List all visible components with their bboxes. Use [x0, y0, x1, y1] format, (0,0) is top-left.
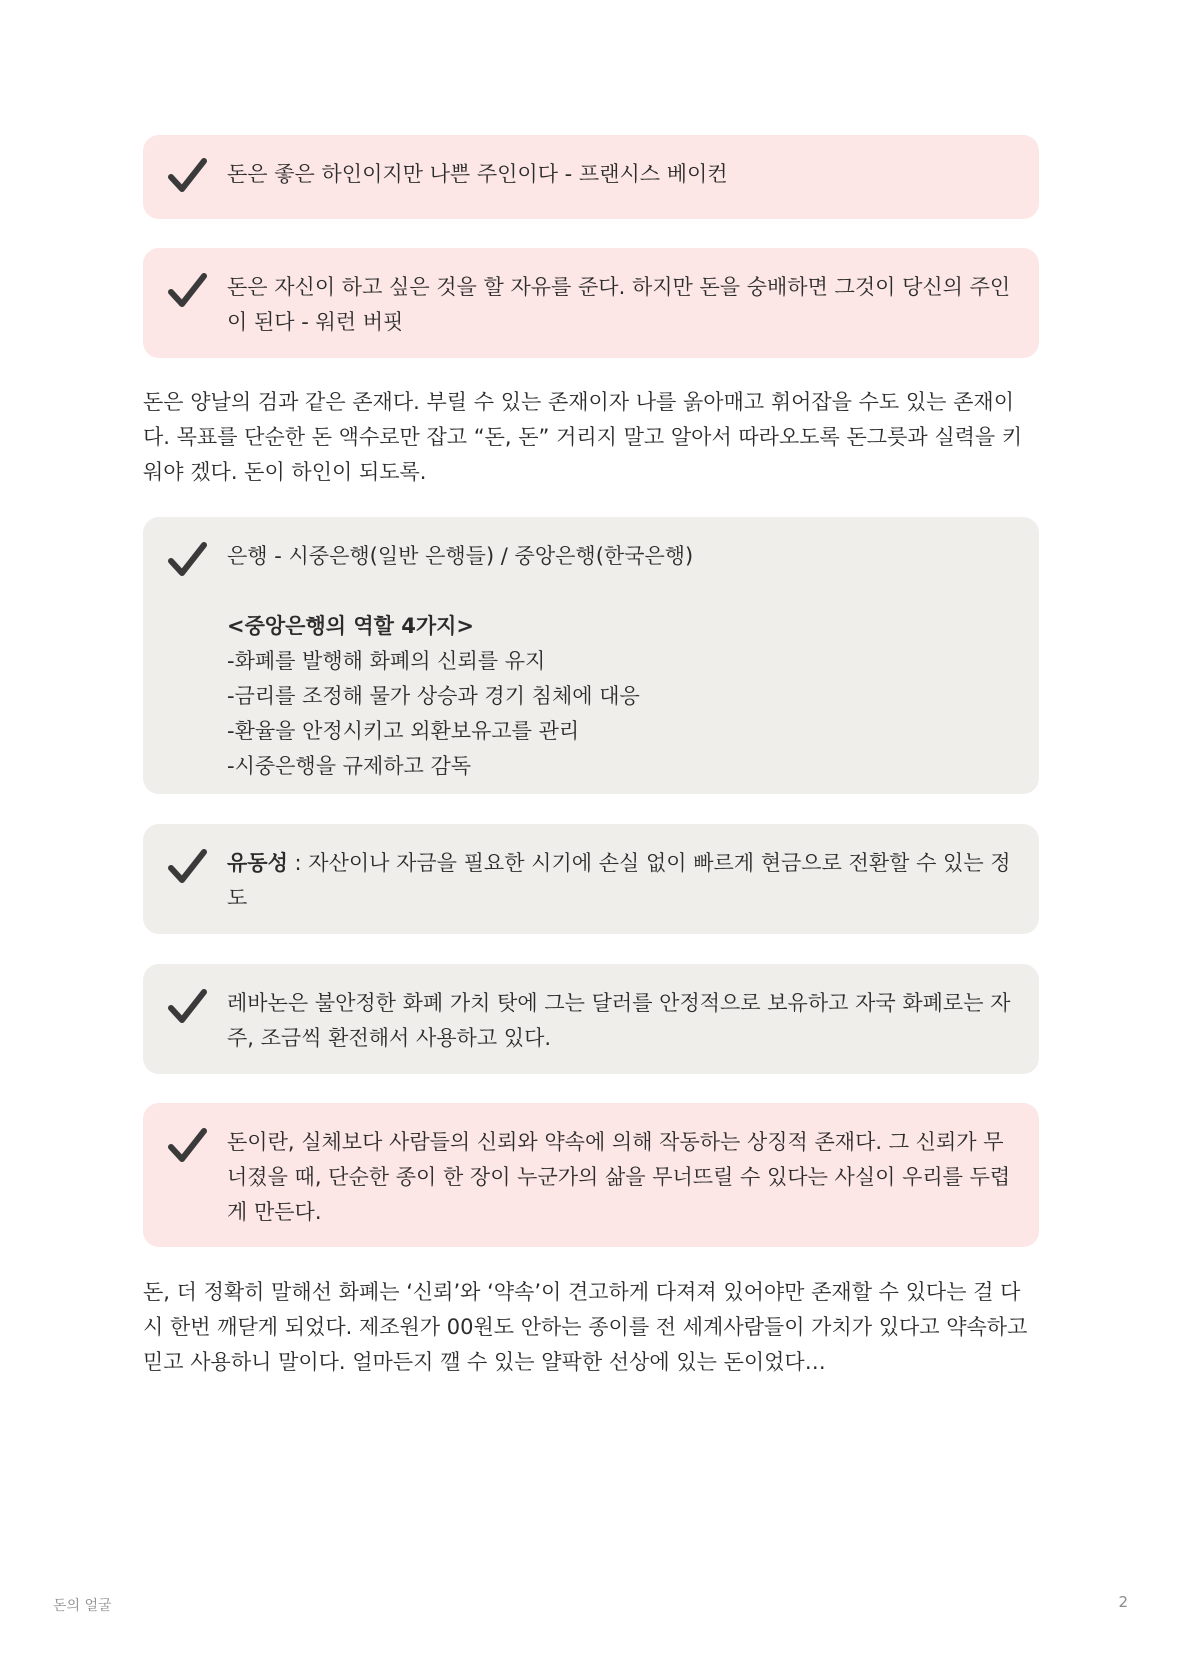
callout-text [227, 846, 1015, 916]
callout-line: 은행 - 시중은행(일반 은행들) / 중앙은행(한국은행) [227, 544, 694, 568]
check-icon [167, 270, 209, 312]
callout-bank-roles [143, 517, 1039, 794]
callout-heading: <중앙은행의 역할 4가지> [227, 614, 474, 638]
callout-text: 돈은 자신이 하고 싶은 것을 할 자유를 준다. 하지만 돈을 숭배하면 그것이 당신의 주인이 된다 - 워런 버핏 [227, 275, 1011, 334]
check-icon [167, 846, 209, 888]
page-number: 2 [1118, 1593, 1128, 1611]
callout-text: 돈이란, 실체보다 사람들의 신뢰와 약속에 의해 작동하는 상징적 존재다. 그 신뢰가 무너졌을 때, 단순한 종이 한 장이 누군가의 삶을 무너뜨릴 수 있다는 사실이 우리를 두렵게 만든다. [227, 1130, 1011, 1224]
paragraph: 돈, 더 정확히 말해선 화폐는 ‘신뢰’와 ‘약속’이 견고하게 다져져 있어야만 존재할 수 있다는 걸 다시 한번 깨닫게 되었다. 제조원가 00원도 안하는 종이를 전 세계사람들이 가치가 있다고 약속하고 믿고 사용하니 말이다. 얼마든지 깰 수 있는 얄팍한 선상에 있는 돈이었다… [143, 1280, 1028, 1374]
list-item: -금리를 조정해 물가 상승과 경기 침체에 대응 [227, 684, 640, 708]
term: 유동성 [227, 851, 288, 875]
callout-quote-buffett [143, 248, 1039, 358]
callout-text: 돈은 좋은 하인이지만 나쁜 주인이다 - 프랜시스 베이컨 [227, 162, 728, 186]
list-item: -환율을 안정시키고 외환보유고를 관리 [227, 719, 580, 743]
callout-money-trust [143, 1103, 1039, 1247]
callout-liquidity [143, 824, 1039, 934]
check-icon [167, 539, 209, 581]
footer-title: 돈의 얼굴 [53, 1598, 112, 1614]
list-item: -화폐를 발행해 화폐의 신뢰를 유지 [227, 649, 546, 673]
check-icon [167, 986, 209, 1028]
callout-lebanon [143, 964, 1039, 1074]
paragraph: 돈은 양날의 검과 같은 존재다. 부릴 수 있는 존재이자 나를 옭아매고 휘어잡을 수도 있는 존재이다. 목표를 단순한 돈 액수로만 잡고 “돈, 돈” 거리지 말고 알아서 따라오도록 돈그릇과 실력을 키워야 겠다. 돈이 하인이 되도록. [143, 390, 1023, 484]
check-icon [167, 155, 209, 197]
list-item: -시중은행을 규제하고 감독 [227, 754, 472, 778]
check-icon [167, 1125, 209, 1167]
definition: : 자산이나 자금을 필요한 시기에 손실 없이 빠르게 현금으로 전환할 수 있는 정도 [227, 851, 1011, 910]
callout-text: 레바논은 불안정한 화폐 가치 탓에 그는 달러를 안정적으로 보유하고 자국 화폐로는 자주, 조금씩 환전해서 사용하고 있다. [227, 991, 1011, 1050]
callout-quote-bacon [143, 135, 1039, 219]
